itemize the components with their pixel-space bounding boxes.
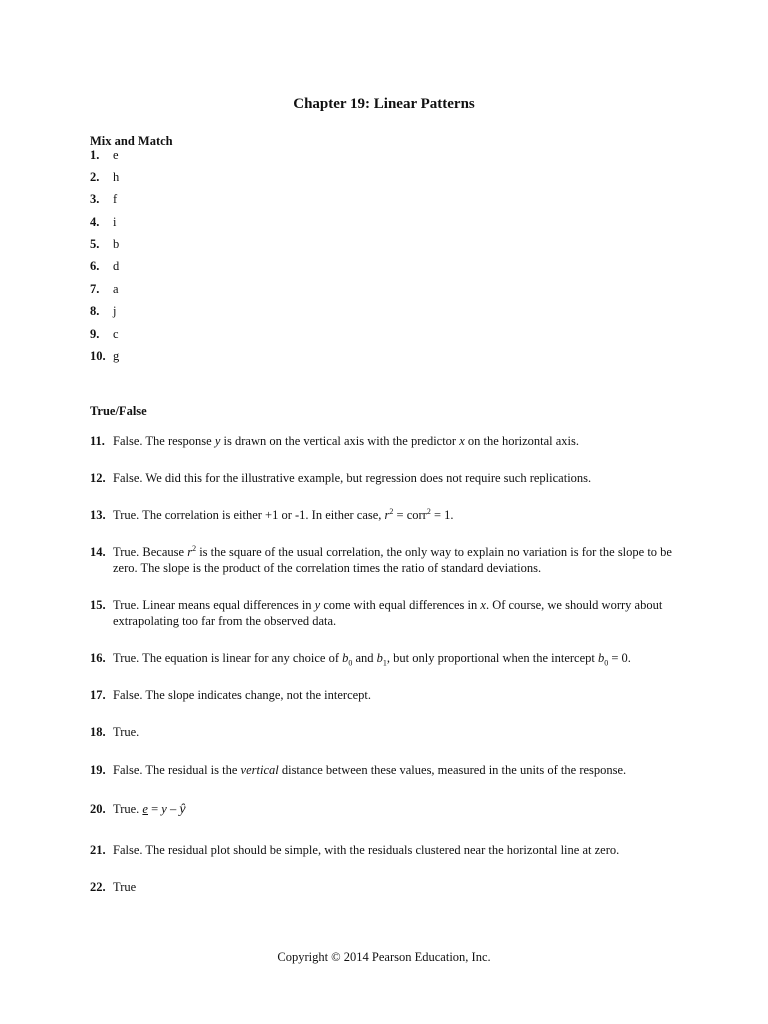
item-answer: e [113, 148, 119, 162]
true-false-item [90, 802, 690, 818]
item-answer: i [113, 215, 117, 229]
true-false-item [90, 880, 690, 896]
mix-match-item [90, 192, 690, 208]
item-answer: True. [113, 725, 140, 739]
true-false-item [90, 725, 690, 741]
item-answer: False. The response y is drawn on the vertical axis with the predictor x on the horizontal axis. [113, 434, 580, 448]
item-answer: False. The slope indicates change, not the intercept. [113, 688, 372, 702]
item-answer: g [113, 349, 120, 363]
item-number: 14. [90, 545, 106, 559]
item-number: 20. [90, 802, 106, 816]
true-false-heading: True/False [90, 404, 147, 418]
item-answer: j [113, 304, 117, 318]
item-number: 6. [90, 259, 100, 273]
mix-match-item [90, 170, 690, 186]
item-number: 9. [90, 327, 100, 341]
mix-match-item [90, 148, 690, 164]
true-false-item [90, 545, 690, 576]
true-false-item [90, 508, 690, 524]
true-false-item [90, 763, 690, 779]
item-answer: d [113, 259, 120, 273]
item-number: 5. [90, 237, 100, 251]
mix-match-item [90, 304, 690, 320]
true-false-item [90, 651, 690, 667]
copyright-footer: Copyright © 2014 Pearson Education, Inc. [277, 950, 491, 964]
mix-match-item [90, 349, 690, 365]
item-answer: True. The correlation is either +1 or -1. In either case, $r^2$ = corr$^2$ = 1. [113, 506, 454, 522]
item-number: 3. [90, 192, 100, 206]
item-number: 10. [90, 349, 106, 363]
mix-match-item [90, 282, 690, 298]
true-false-item [90, 843, 690, 859]
item-number: 18. [90, 725, 106, 739]
item-number: 1. [90, 148, 100, 162]
item-number: 4. [90, 215, 100, 229]
item-answer: h [113, 170, 120, 184]
mix-match-item [90, 237, 690, 253]
item-answer: a [113, 282, 119, 296]
item-number: 11. [90, 434, 105, 448]
mix-match-heading: Mix and Match [90, 134, 173, 148]
item-number: 19. [90, 763, 106, 777]
item-answer: True. Because $r^2$ is the square of the usual correlation, the only way to explain no variation is for the slope to be zero. The slope is the product of the correlation times the ratio of standard deviations. [113, 543, 672, 575]
page-title: Chapter 19: Linear Patterns [293, 96, 475, 112]
item-answer: b [113, 237, 120, 251]
item-answer: f [113, 192, 118, 206]
mix-match-item [90, 259, 690, 275]
true-false-item [90, 598, 690, 629]
item-answer: True. e = y – ŷ [113, 802, 186, 817]
item-number: 15. [90, 598, 106, 612]
true-false-item [90, 471, 690, 487]
mix-match-item [90, 215, 690, 231]
item-number: 13. [90, 508, 106, 522]
mix-match-item [90, 327, 690, 343]
item-number: 21. [90, 843, 106, 857]
item-answer: True [113, 880, 137, 894]
item-number: 16. [90, 651, 106, 665]
item-number: 12. [90, 471, 106, 485]
item-answer: False. We did this for the illustrative example, but regression does not require such replications. [113, 471, 592, 485]
item-answer: False. The residual is the vertical distance between these values, measured in the units of the response. [113, 763, 627, 777]
item-answer: False. The residual plot should be simple, with the residuals clustered near the horizontal line at zero. [113, 843, 620, 857]
item-number: 17. [90, 688, 106, 702]
true-false-item [90, 434, 690, 450]
item-number: 2. [90, 170, 100, 184]
item-answer: True. The equation is linear for any choice of $b_0$ and $b_1$, but only proportional when the intercept $b_0 = 0$. [113, 651, 631, 668]
item-number: 8. [90, 304, 100, 318]
item-answer: True. Linear means equal differences in y come with equal differences in x. Of course, we should worry about extrapolating too far from the observed data. [113, 598, 663, 628]
item-number: 22. [90, 880, 106, 894]
item-answer: c [113, 327, 119, 341]
true-false-item [90, 688, 690, 704]
item-number: 7. [90, 282, 100, 296]
